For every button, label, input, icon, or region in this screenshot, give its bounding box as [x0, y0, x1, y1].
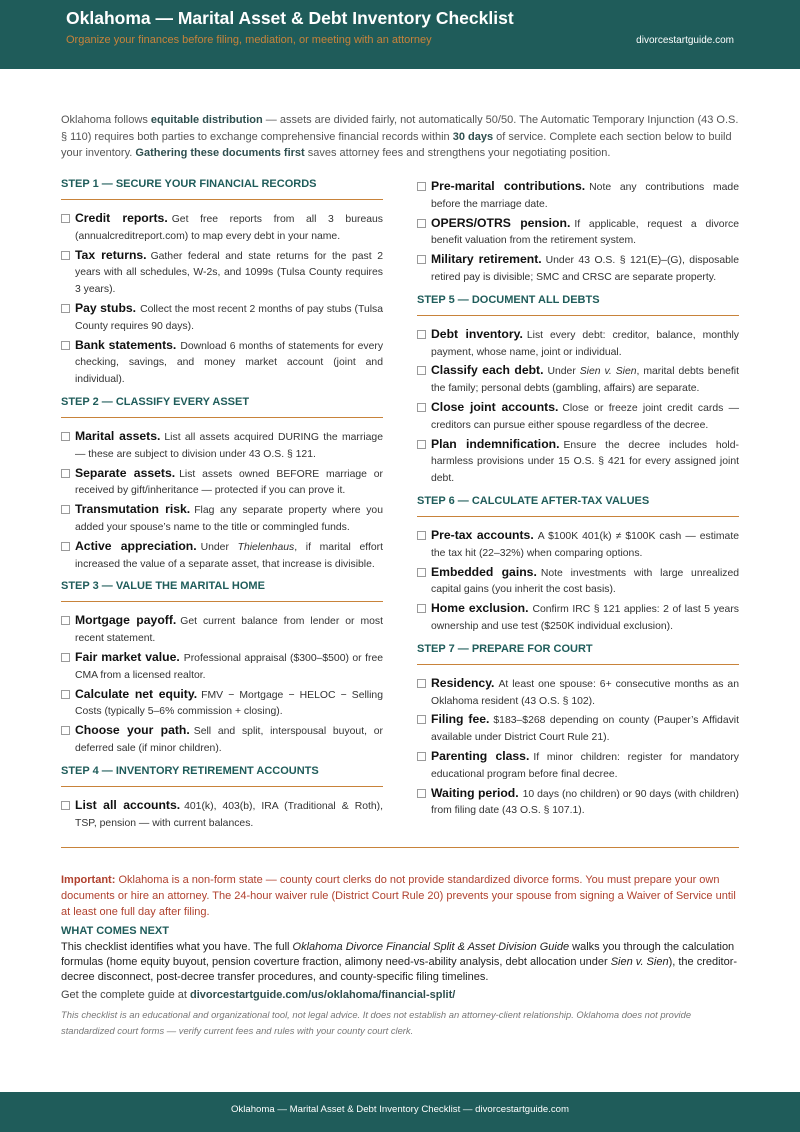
step-6-heading: STEP 6 — CALCULATE AFTER-TAX VALUES: [417, 495, 739, 517]
checkbox[interactable]: [417, 219, 426, 228]
disclaimer: This checklist is an educational and organizational tool, not legal advice. It does not establish an attorney-client relationship. Oklahoma does not provide standardized court forms — verify current fees and rules with your county court clerk.: [61, 1009, 692, 1036]
checklist-item: Close joint accounts. Close or freeze joint credit cards — creditors can pursue either spouse regardless of the decree.: [417, 399, 739, 435]
site-name: divorcestartguide.com: [636, 35, 734, 46]
checkbox[interactable]: [417, 330, 426, 339]
right-column: [417, 178, 739, 821]
checklist-item: Filing fee. $183–$268 depending on county (Pauper’s Affidavit available under District Court Rule 21).: [417, 711, 739, 747]
checkbox[interactable]: [61, 432, 70, 441]
what-comes-next-heading: WHAT COMES NEXT: [61, 925, 169, 937]
step-5-heading: STEP 5 — DOCUMENT ALL DEBTS: [417, 294, 739, 316]
checklist-item: Waiting period. 10 days (no children) or 90 days (with children) from filing date (43 O.S. § 107.1).: [417, 785, 739, 821]
checklist-item: Calculate net equity. FMV − Mortgage − HELOC − Selling Costs (typically 5–6% commission + closing).: [61, 686, 383, 722]
footer-text: Oklahoma — Marital Asset & Debt Inventory Checklist — divorcestartguide.com: [230, 1104, 570, 1115]
checkbox[interactable]: [417, 366, 426, 375]
checklist-item: Embedded gains. Note investments with large unrealized capital gains (you inherit the cost basis).: [417, 564, 739, 600]
checklist-item: Tax returns. Gather federal and state returns for the past 2 years with all schedules, W-2s, and 1099s (Tulsa County requires 3 years).: [61, 247, 383, 299]
checkbox[interactable]: [61, 469, 70, 478]
checkbox[interactable]: [61, 801, 70, 810]
divider: [61, 847, 739, 848]
checklist-item: Mortgage payoff. Get current balance from lender or most recent statement.: [61, 612, 383, 648]
checklist-item: Plan indemnification. Ensure the decree includes hold-harmless provisions under 15 O.S. § 421 for every assigned joint debt.: [417, 436, 739, 488]
checklist-item: Military retirement. Under 43 O.S. § 121(E)–(G), disposable retired pay is divisible; SMC and CRSC are separate property.: [417, 251, 739, 287]
left-column: [61, 178, 383, 833]
checkbox[interactable]: [61, 304, 70, 313]
checkbox[interactable]: [417, 789, 426, 798]
what-comes-next-text: This checklist identifies what you have. The full Oklahoma Divorce Financial Split & Asset Division Guide walks you through the calculation formulas (home equity buyout, pension coverture fraction, alimony need-vs-ability analysis, debt allocation under Sien v. Sien), the creditor-decree disconnect, post-decree transfer procedures, and county-specific filing timelines.: [61, 941, 738, 983]
page-header: [0, 0, 800, 69]
checkbox[interactable]: [61, 542, 70, 551]
step-3-heading: STEP 3 — VALUE THE MARITAL HOME: [61, 580, 383, 602]
step-7-heading: STEP 7 — PREPARE FOR COURT: [417, 643, 739, 665]
checklist-item: Classify each debt. Under Sien v. Sien, marital debts benefit the family; personal debts (gambling, affairs) are separate.: [417, 362, 739, 398]
guide-cta: Get the complete guide at divorcestartguide.com/us/oklahoma/financial-split/: [61, 989, 456, 1001]
checklist-item: Choose your path. Sell and split, interspousal buyout, or deferred sale (if minor children).: [61, 722, 383, 758]
checkbox[interactable]: [417, 403, 426, 412]
checkbox[interactable]: [417, 255, 426, 264]
checkbox[interactable]: [61, 690, 70, 699]
checklist-item: Credit reports. Get free reports from all 3 bureaus (annualcreditreport.com) to map every debt in your name.: [61, 210, 383, 246]
checkbox[interactable]: [417, 752, 426, 761]
checklist-item: Fair market value. Professional appraisal ($300–$500) or free CMA from a licensed realtor.: [61, 649, 383, 685]
checklist-item: Pay stubs. Collect the most recent 2 months of pay stubs (Tulsa County requires 90 days).: [61, 300, 383, 336]
checklist-item: Transmutation risk. Flag any separate property where you added your spouse’s name to the title or commingled funds.: [61, 501, 383, 537]
bottom-section: [61, 847, 739, 1039]
page-footer: [0, 1092, 800, 1132]
checklist-item: Bank statements. Download 6 months of statements for every checking, savings, and money market account (joint and individual).: [61, 337, 383, 389]
checkbox[interactable]: [61, 214, 70, 223]
checklist-item: Active appreciation. Under Thielenhaus, if marital effort increased the value of a separate asset, that increase is divisible.: [61, 538, 383, 574]
checklist-item: Residency. At least one spouse: 6+ consecutive months as an Oklahoma resident (43 O.S. § 102).: [417, 675, 739, 711]
checklist-item: Home exclusion. Confirm IRC § 121 applies: 2 of last 5 years ownership and use test ($250K individual exclusion).: [417, 600, 739, 636]
step-1-heading: STEP 1 — SECURE YOUR FINANCIAL RECORDS: [61, 178, 383, 200]
checkbox[interactable]: [417, 604, 426, 613]
checkbox[interactable]: [61, 341, 70, 350]
checklist-item: Pre-marital contributions. Note any contributions made before the marriage date.: [417, 178, 739, 214]
checkbox[interactable]: [417, 182, 426, 191]
checkbox[interactable]: [417, 568, 426, 577]
checkbox[interactable]: [417, 531, 426, 540]
step-2-heading: STEP 2 — CLASSIFY EVERY ASSET: [61, 396, 383, 418]
checkbox[interactable]: [417, 715, 426, 724]
step-4-heading: STEP 4 — INVENTORY RETIREMENT ACCOUNTS: [61, 765, 383, 787]
checklist-item: Separate assets. List assets owned BEFORE marriage or received by gift/inheritance — protected if you can prove it.: [61, 465, 383, 501]
checkbox[interactable]: [61, 653, 70, 662]
checklist-item: OPERS/OTRS pension. If applicable, request a divorce benefit valuation from the retirement system.: [417, 215, 739, 251]
checkbox[interactable]: [417, 440, 426, 449]
checkbox[interactable]: [61, 616, 70, 625]
checkbox[interactable]: [61, 251, 70, 260]
checklist-item: Debt inventory. List every debt: creditor, balance, monthly payment, whose name, joint or individual.: [417, 326, 739, 362]
checkbox[interactable]: [417, 679, 426, 688]
checklist-item: Marital assets. List all assets acquired DURING the marriage — these are subject to division under 43 O.S. § 121.: [61, 428, 383, 464]
important-note: Important: Oklahoma is a non-form state — county court clerks do not provide standardized divorce forms. You must prepare your own documents or hire an attorney. The 24-hour waiver rule (District Court Rule 20) prevents your spouse from signing a Waiver of Service until at least one full day after filing.: [61, 874, 736, 918]
page-subtitle: Organize your finances before filing, mediation, or meeting with an attorney: [66, 34, 432, 46]
intro-paragraph: Oklahoma follows equitable distribution — assets are divided fairly, not automatically 50/50. The Automatic Temporary Injunction (43 O.S. § 110) requires both parties to exchange comprehensive financial records within 30 days of service. Complete each section below to build your inventory. Gathering these documents first saves attorney fees and strengthens your negotiating position.: [61, 114, 739, 159]
guide-link[interactable]: divorcestartguide.com/us/oklahoma/financial-split/: [190, 989, 456, 1001]
checkbox[interactable]: [61, 726, 70, 735]
checklist-item: Pre-tax accounts. A $100K 401(k) ≠ $100K cash — estimate the tax hit (22–32%) when comparing options.: [417, 527, 739, 563]
checkbox[interactable]: [61, 505, 70, 514]
checklist-item: Parenting class. If minor children: register for mandatory educational program before final decree.: [417, 748, 739, 784]
page-title: Oklahoma — Marital Asset & Debt Inventory Checklist: [66, 8, 514, 28]
checklist-item: List all accounts. 401(k), 403(b), IRA (Traditional & Roth), TSP, pension — with current balances.: [61, 797, 383, 833]
